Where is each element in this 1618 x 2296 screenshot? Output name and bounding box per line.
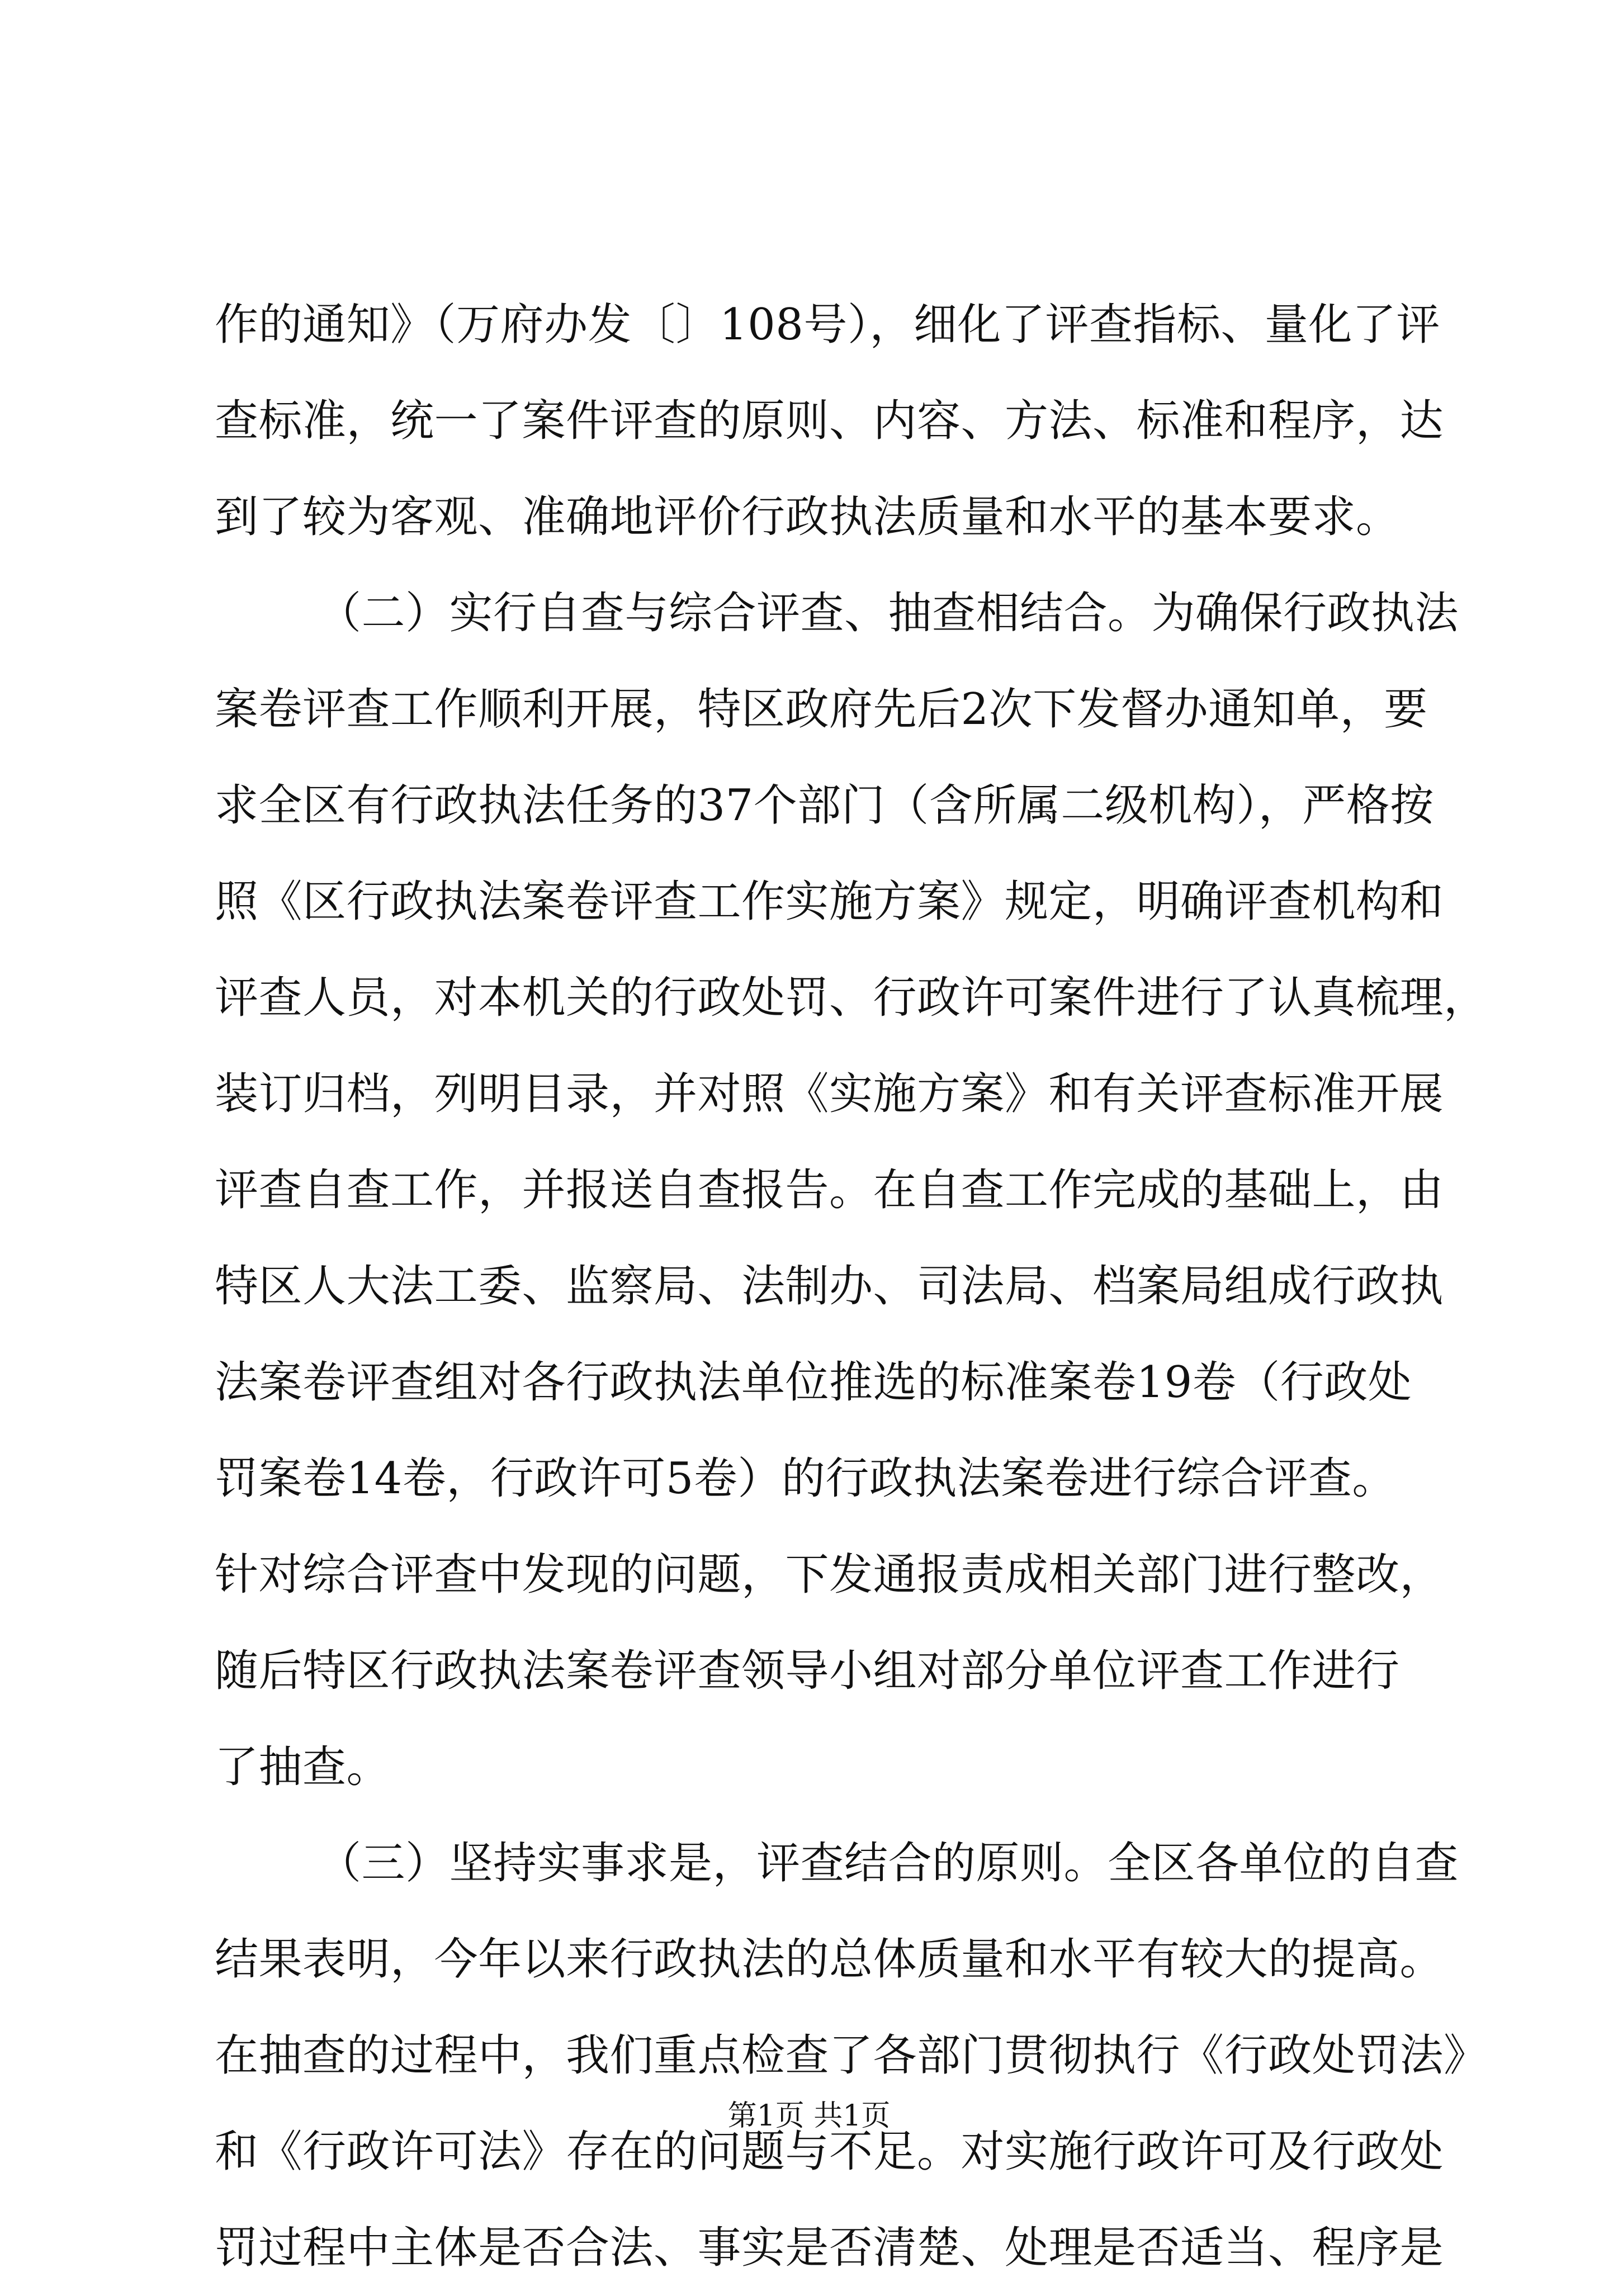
text-line: 法案卷评查组对各行政执法单位推选的标准案卷19卷（行政处 [215,1357,1412,1408]
text-line: 随后特区行政执法案卷评查领导小组对部分单位评查工作进行 [215,1646,1400,1696]
paragraph-start-line: （二）实行自查与综合评查、抽查相结合。为确保行政执法 [318,588,1459,638]
document-body [215,277,1488,2296]
text-line: 案卷评查工作顺利开展，特区政府先后2次下发督办通知单，要 [215,684,1428,735]
text-line: 作的通知》（万府办发〔〕108号），细化了评查指标、量化了评 [215,300,1440,350]
text-line: 在抽查的过程中，我们重点检查了各部门贯彻执行《行政处罚法》 [215,2030,1488,2081]
text-line: 罚过程中主体是否合法、事实是否清楚、处理是否适当、程序是 [215,2223,1444,2273]
paragraph-start-line: （三）坚持实事求是，评查结合的原则。全区各单位的自查 [318,1838,1459,1888]
text-line: 查标准，统一了案件评查的原则、内容、方法、标准和程序，达 [215,396,1444,446]
text-line: 评查人员，对本机关的行政处罚、行政许可案件进行了认真梳理， [215,973,1488,1023]
text-line: 特区人大法工委、监察局、法制办、司法局、档案局组成行政执 [215,1261,1444,1312]
page-footer: 第1页 共1页 [727,2099,891,2133]
text-line: 针对综合评查中发现的问题，下发通报责成相关部门进行整改， [215,1550,1444,1600]
text-line: 装订归档，列明目录，并对照《实施方案》和有关评查标准开展 [215,1069,1444,1119]
text-line: 求全区有行政执法任务的37个部门（含所属二级机构），严格按 [215,780,1434,831]
text-line: 到了较为客观、准确地评价行政执法质量和水平的基本要求。 [215,492,1400,542]
text-line: 和《行政许可法》存在的问题与不足。对实施行政许可及行政处 [215,2127,1444,2177]
text-line: 了抽查。 [215,1742,391,1792]
text-line: 结果表明，今年以来行政执法的总体质量和水平有较大的提高。 [215,1934,1444,1985]
text-line: 评查自查工作，并报送自查报告。在自查工作完成的基础上，由 [215,1165,1444,1215]
text-line: 照《区行政执法案卷评查工作实施方案》规定，明确评查机构和 [215,877,1444,927]
text-line: 罚案卷14卷，行政许可5卷）的行政执法案卷进行综合评查。 [215,1454,1396,1504]
